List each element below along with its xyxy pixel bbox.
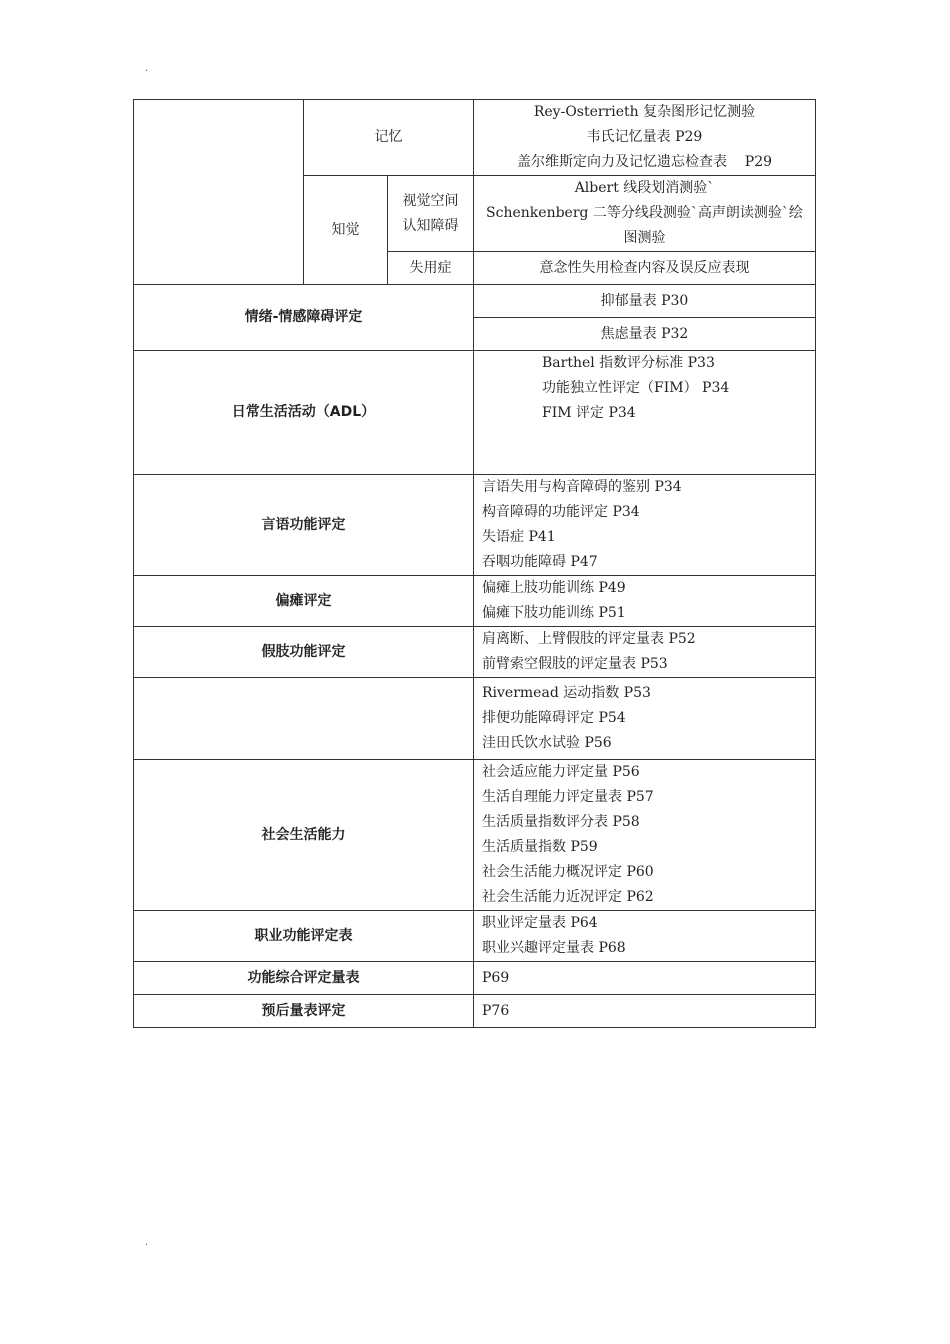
- list-item: 吞咽功能障碍 P47: [482, 554, 598, 570]
- cognition-category-cell: [134, 100, 304, 285]
- list-item: 韦氏记忆量表 P29: [586, 129, 703, 145]
- list-item: Barthel 指数评分标准 P33: [542, 355, 715, 371]
- list-item: 职业评定量表 P64: [482, 915, 598, 931]
- list-item: 失语症 P41: [482, 529, 556, 545]
- list-item: 盖尔维斯定向力及记忆遗忘检查表 P29: [516, 154, 773, 170]
- list-item: 生活自理能力评定量表 P57: [482, 789, 654, 805]
- social-items: [474, 760, 816, 911]
- table-row: [134, 285, 816, 318]
- list-item: 偏瘫上肢功能训练 P49: [482, 580, 626, 596]
- list-item: 言语失用与构音障碍的鉴别 P34: [482, 479, 682, 495]
- table-row: [134, 760, 816, 911]
- table-row: [134, 475, 816, 576]
- list-item: 偏瘫下肢功能训练 P51: [482, 605, 626, 621]
- table-row: [134, 995, 816, 1028]
- list-item: 肩离断、上臂假肢的评定量表 P52: [482, 631, 696, 647]
- social-category: 社会生活能力: [134, 760, 474, 911]
- misc-items: [474, 678, 816, 760]
- comprehensive-category: 功能综合评定量表: [134, 962, 474, 995]
- adl-items: [474, 351, 816, 475]
- visuospatial-items: [474, 176, 816, 252]
- list-item: 社会生活能力近况评定 P62: [482, 889, 654, 905]
- assessment-table: [133, 99, 816, 1028]
- apraxia-text: 意念性失用检查内容及误反应表现: [474, 252, 816, 285]
- list-item: 前臂索空假肢的评定量表 P53: [482, 656, 668, 672]
- apraxia-label: 失用症: [388, 252, 474, 285]
- list-item: 职业兴趣评定量表 P68: [482, 940, 626, 956]
- vocational-items: [474, 911, 816, 962]
- hemiplegia-items: [474, 576, 816, 627]
- speech-category: 言语功能评定: [134, 475, 474, 576]
- hemiplegia-category: 偏瘫评定: [134, 576, 474, 627]
- list-item: 社会生活能力概况评定 P60: [482, 864, 654, 880]
- list-item: 功能独立性评定（FIM） P34: [542, 380, 730, 396]
- emotion-category: 情绪-情感障碍评定: [134, 285, 474, 351]
- table-row: [134, 627, 816, 678]
- table-row: [134, 576, 816, 627]
- table-row: [134, 351, 816, 475]
- list-item: Rey-Osterrieth 复杂图形记忆测验: [533, 104, 756, 120]
- emotion-item-anxiety: 焦虑量表 P32: [474, 318, 816, 351]
- speech-items: [474, 475, 816, 576]
- prognosis-page: P76: [474, 995, 816, 1028]
- list-item: 洼田氏饮水试验 P56: [482, 735, 612, 751]
- list-item: Rivermead 运动指数 P53: [482, 685, 651, 701]
- comprehensive-page: P69: [474, 962, 816, 995]
- list-item: FIM 评定 P34: [542, 405, 636, 421]
- list-item: 社会适应能力评定量 P56: [482, 764, 640, 780]
- prosthesis-items: [474, 627, 816, 678]
- visuospatial-label: 视觉空间 认知障碍: [388, 176, 474, 252]
- misc-category: [134, 678, 474, 760]
- adl-category: 日常生活活动（ADL）: [134, 351, 474, 475]
- prognosis-category: 预后量表评定: [134, 995, 474, 1028]
- memory-items: [474, 100, 816, 176]
- list-item: Schenkenberg 二等分线段测验`高声朗读测验`绘图测验: [486, 205, 803, 246]
- vocational-category: 职业功能评定表: [134, 911, 474, 962]
- prosthesis-category: 假肢功能评定: [134, 627, 474, 678]
- perception-label: 知觉: [304, 176, 388, 285]
- table-row: [134, 100, 816, 176]
- emotion-item-depression: 抑郁量表 P30: [474, 285, 816, 318]
- list-item: 生活质量指数评分表 P58: [482, 814, 640, 830]
- list-item: Albert 线段划消测验`: [574, 180, 715, 196]
- table-row: [134, 962, 816, 995]
- table-row: [134, 678, 816, 760]
- page-mark-bottom: .: [145, 1237, 149, 1248]
- page-mark-top: .: [145, 63, 149, 74]
- list-item: 生活质量指数 P59: [482, 839, 598, 855]
- table-row: [134, 911, 816, 962]
- memory-label: 记忆: [304, 100, 474, 176]
- list-item: 构音障碍的功能评定 P34: [482, 504, 640, 520]
- list-item: 排便功能障碍评定 P54: [482, 710, 626, 726]
